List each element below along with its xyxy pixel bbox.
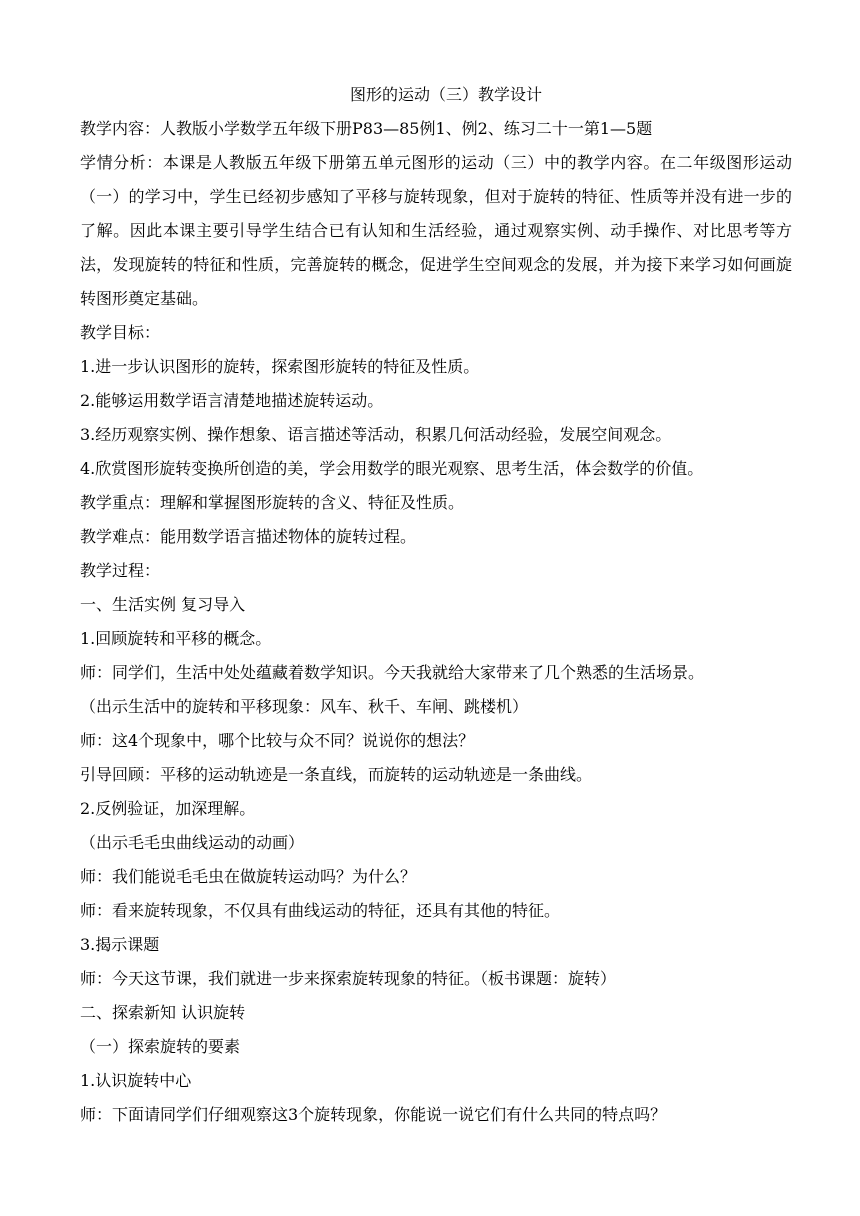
goal-1: 1.进一步认识图形的旋转，探索图形旋转的特征及性质。 [80, 357, 480, 376]
step-1-2: 2.反例验证，加深理解。 [80, 799, 256, 818]
step-1-1: 1.回顾旋转和平移的概念。 [80, 629, 272, 648]
teacher-line: 师：同学们，生活中处处蕴藏着数学知识。今天我就给大家带来了几个熟悉的生活场景。 [80, 663, 705, 682]
subsection-heading: （一）探索旋转的要素 [80, 1037, 241, 1056]
section-1-heading: 一、生活实例 复习导入 [80, 595, 246, 614]
teacher-line: 师：下面请同学们仔细观察这3个旋转现象，你能说一说它们有什么共同的特点吗？ [80, 1105, 667, 1124]
document-page [80, 78, 792, 1132]
step-2-1: 1.认识旋转中心 [80, 1071, 192, 1090]
learning-analysis: 学情分析：本课是人教版五年级下册第五单元图形的运动（三）中的教学内容。在二年级图形运动（一）的学习中，学生已经初步感知了平移与旋转现象，但对于旋转的特征、性质等并没有进一步的了解。因此本课主要引导学生结合已有认知和生活经验，通过观察实例、动手操作、对比思考等方法，发现旋转的特征和性质，完善旋转的概念，促进学生空间观念的发展，并为接下来学习如何画旋转图形奠定基础。 [80, 153, 792, 308]
teacher-line: 师：今天这节课，我们就进一步来探索旋转现象的特征。（板书课题：旋转） [80, 969, 617, 988]
guide-review: 引导回顾：平移的运动轨迹是一条直线，而旋转的运动轨迹是一条曲线。 [80, 765, 593, 784]
goal-4: 4.欣赏图形旋转变换所创造的美，学会用数学的眼光观察、思考生活，体会数学的价值。 [80, 459, 704, 478]
show-note: （出示生活中的旋转和平移现象：风车、秋千、车闸、跳楼机） [80, 697, 529, 716]
teaching-content: 教学内容：人教版小学数学五年级下册P83—85例1、例2、练习二十一第1—5题 [80, 119, 653, 138]
document-title: 图形的运动（三）教学设计 [349, 85, 542, 104]
section-2-heading: 二、探索新知 认识旋转 [80, 1003, 246, 1022]
goal-3: 3.经历观察实例、操作想象、语言描述等活动，积累几何活动经验，发展空间观念。 [80, 425, 672, 444]
difficult-point: 教学难点：能用数学语言描述物体的旋转过程。 [80, 527, 417, 546]
goal-2: 2.能够运用数学语言清楚地描述旋转运动。 [80, 391, 384, 410]
teacher-line: 师：我们能说毛毛虫在做旋转运动吗？为什么？ [80, 867, 417, 886]
teacher-line: 师：看来旋转现象，不仅具有曲线运动的特征，还具有其他的特征。 [80, 901, 561, 920]
key-point: 教学重点：理解和掌握图形旋转的含义、特征及性质。 [80, 493, 465, 512]
process-heading: 教学过程： [80, 561, 161, 580]
show-note: （出示毛毛虫曲线运动的动画） [80, 833, 305, 852]
goals-heading: 教学目标： [80, 323, 161, 342]
teacher-line: 师：这4个现象中，哪个比较与众不同？说说你的想法？ [80, 731, 475, 750]
step-1-3: 3.揭示课题 [80, 935, 160, 954]
